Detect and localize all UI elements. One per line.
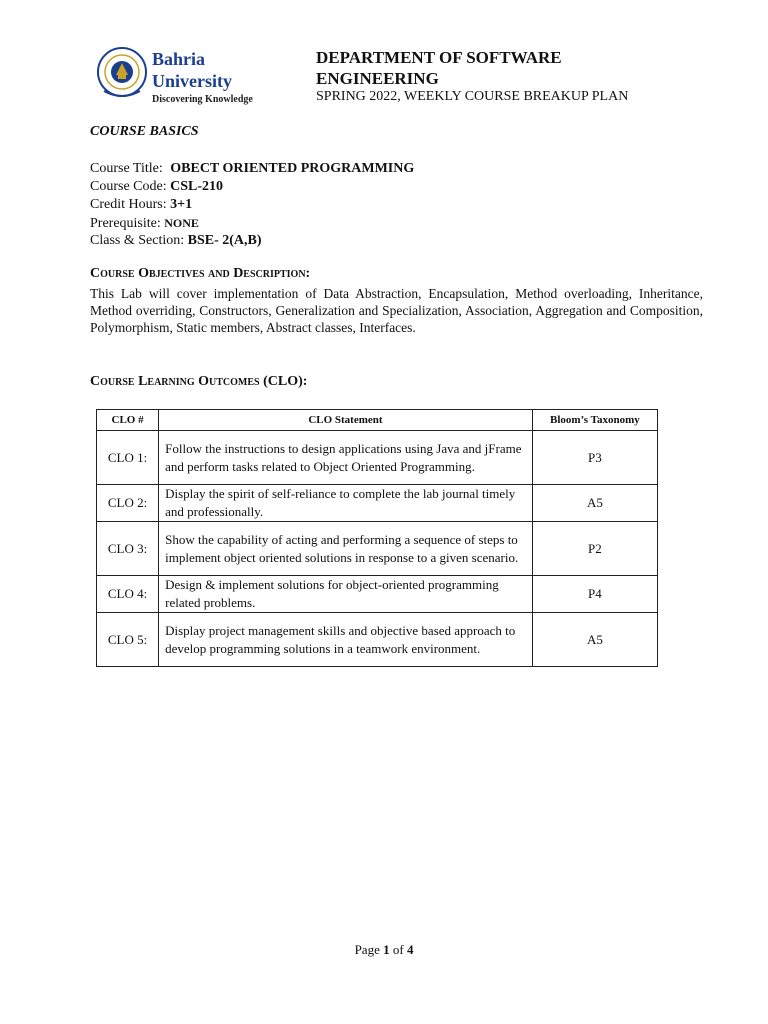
university-name-line1: Bahria xyxy=(152,49,206,69)
clo-table-header-row xyxy=(97,410,658,431)
course-basics-heading: COURSE BASICS xyxy=(90,124,199,139)
objectives-heading: Course Objectives and Description: xyxy=(90,266,311,281)
university-logo xyxy=(96,45,148,101)
table-row xyxy=(97,613,658,667)
course-code-line xyxy=(90,178,223,196)
bloom-cell: P2 xyxy=(532,522,657,576)
credit-hours-line xyxy=(90,196,192,214)
clo-number-cell: CLO 3: xyxy=(97,522,159,576)
bloom-taxonomy-header: Bloom’s Taxonomy xyxy=(532,410,657,431)
course-title-line xyxy=(90,160,414,178)
prerequisite-line xyxy=(90,214,199,233)
table-row xyxy=(97,576,658,613)
of-word: of xyxy=(389,942,407,957)
credit-hours-label: Credit Hours: xyxy=(90,197,171,212)
course-code-value: CSL-210 xyxy=(170,179,224,194)
class-section-line xyxy=(90,232,262,250)
university-name xyxy=(152,48,232,92)
class-section-label: Class & Section: xyxy=(90,233,188,248)
clo-statement-cell: Design & implement solutions for object-oriented programming related problems. xyxy=(159,576,533,613)
university-tagline: Discovering Knowledge xyxy=(152,94,253,105)
clo-number-cell: CLO 5: xyxy=(97,613,159,667)
clo-statement-cell: Show the capability of acting and performing a sequence of steps to implement object oriented solutions in response to a given scenario. xyxy=(159,522,533,576)
course-code-label: Course Code: xyxy=(90,179,171,194)
current-page: 1 xyxy=(383,942,390,957)
clo-number-cell: CLO 2: xyxy=(97,485,159,522)
bloom-cell: A5 xyxy=(532,485,657,522)
clo-number-header: CLO # xyxy=(97,410,159,431)
table-row xyxy=(97,485,658,522)
course-title-value: OBECT ORIENTED PROGRAMMING xyxy=(170,161,415,176)
department-title: DEPARTMENT OF SOFTWARE ENGINEERING xyxy=(316,48,562,88)
objectives-description: This Lab will cover implementation of Data Abstraction, Encapsulation, Method overloading, Inheritance, Method overriding, Constructors, Generalization and Specialization, Association, Aggregation and Composition, Polymorphism, Static members, Abstract classes, Interfaces. xyxy=(90,286,703,335)
bloom-cell: A5 xyxy=(532,613,657,667)
clo-heading: Course Learning Outcomes (CLO): xyxy=(90,374,308,389)
page-word: Page xyxy=(354,942,384,957)
table-row xyxy=(97,522,658,576)
class-section-value: BSE- 2(A,B) xyxy=(187,233,262,248)
department-subtitle: SPRING 2022, WEEKLY COURSE BREAKUP PLAN xyxy=(316,89,629,104)
clo-statement-cell: Display the spirit of self-reliance to complete the lab journal timely and professionally. xyxy=(159,485,533,522)
credit-hours-value: 3+1 xyxy=(170,197,193,212)
page-number xyxy=(0,942,768,958)
prerequisite-label: Prerequisite: xyxy=(90,216,165,231)
total-pages: 4 xyxy=(406,942,414,957)
table-row xyxy=(97,431,658,485)
course-title-label: Course Title: xyxy=(90,161,167,176)
bloom-cell: P4 xyxy=(532,576,657,613)
bloom-cell: P3 xyxy=(532,431,657,485)
clo-table xyxy=(96,409,658,667)
clo-statement-cell: Follow the instructions to design applications using Java and jFrame and perform tasks related to Object Oriented Programming. xyxy=(159,431,533,485)
clo-number-cell: CLO 4: xyxy=(97,576,159,613)
university-name-line2: University xyxy=(152,71,232,91)
clo-statement-header: CLO Statement xyxy=(159,410,533,431)
clo-number-cell: CLO 1: xyxy=(97,431,159,485)
clo-statement-cell: Display project management skills and objective based approach to develop programming solutions in a teamwork environment. xyxy=(159,613,533,667)
prerequisite-value: NONE xyxy=(164,216,199,230)
